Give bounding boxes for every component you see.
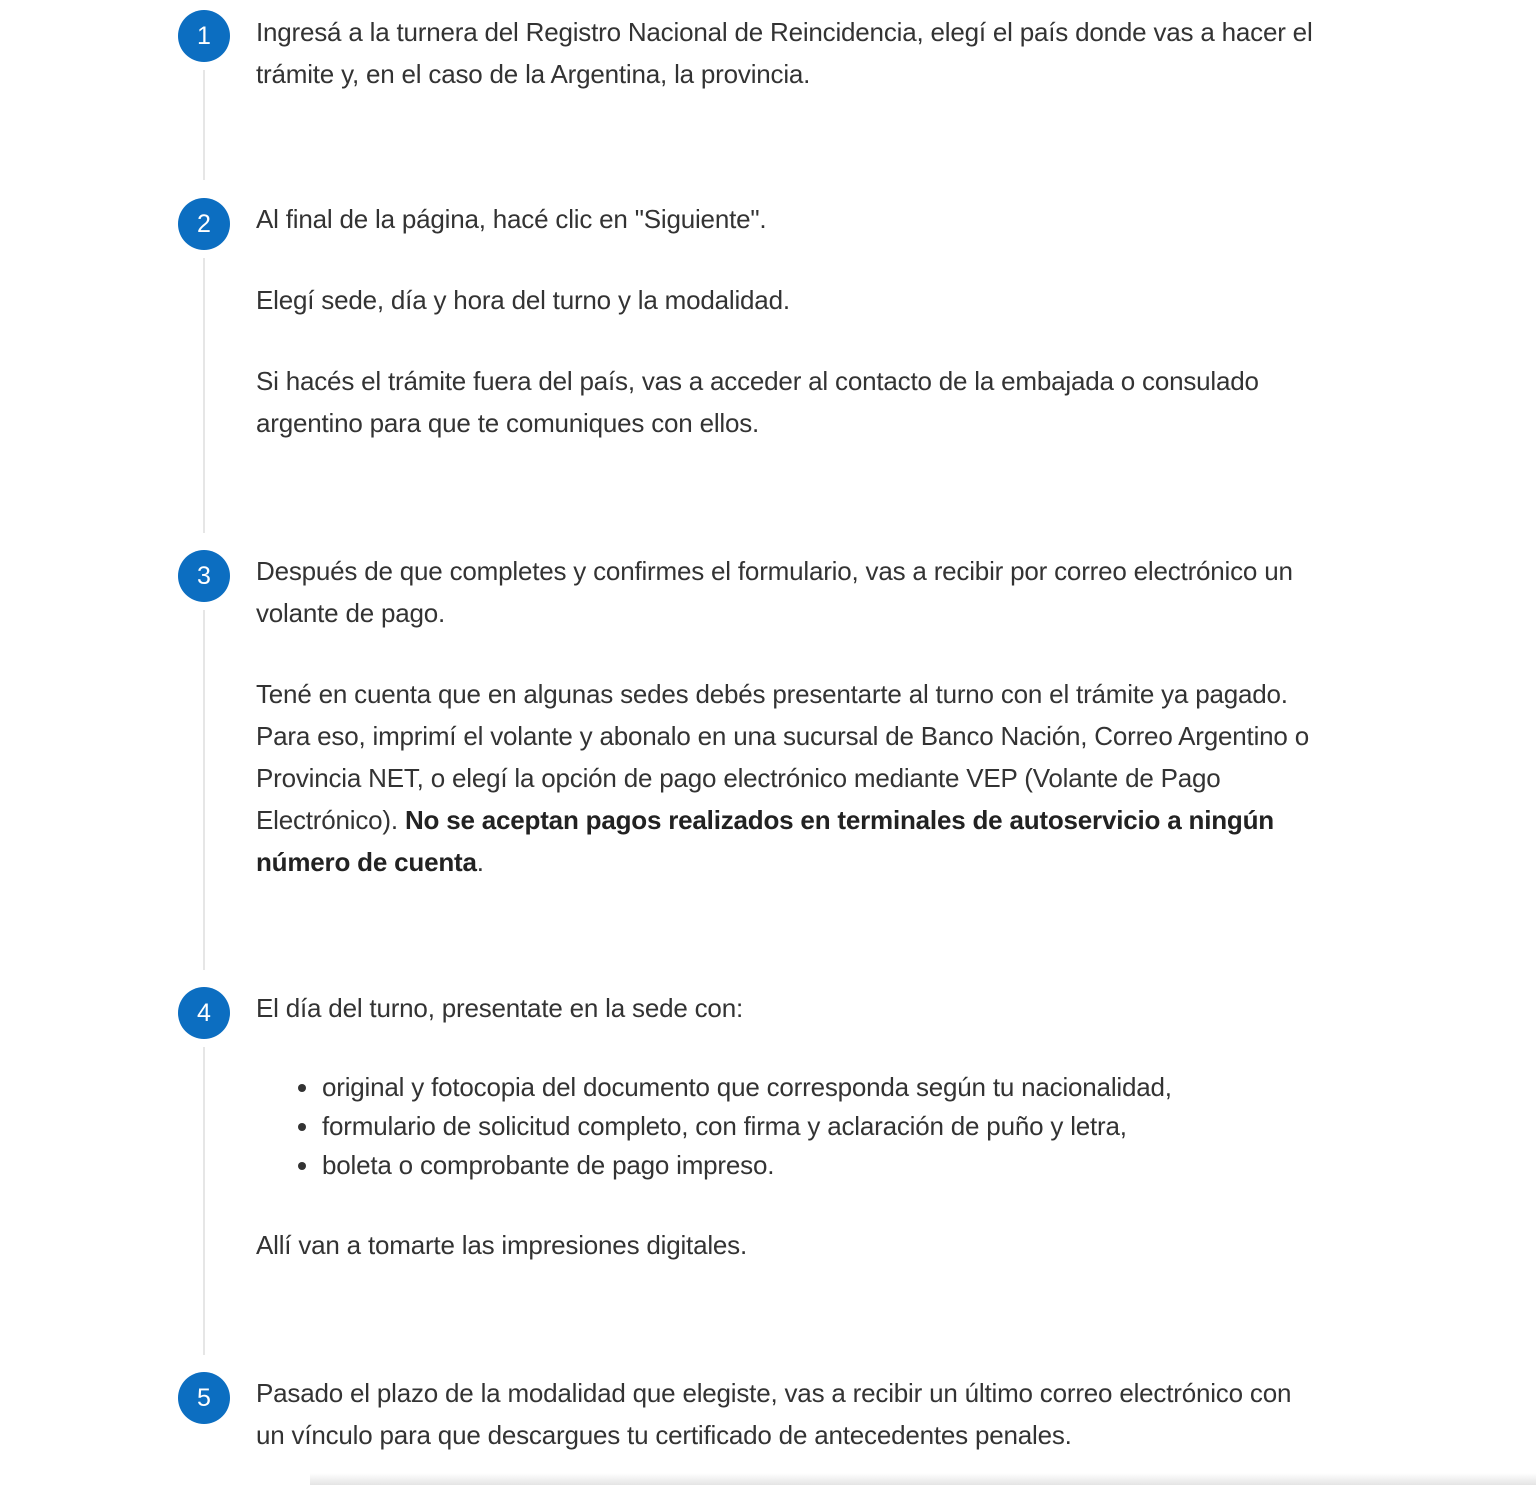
payment-warning: No se aceptan pagos realizados en terminales de autoservicio a ningún número de cuenta	[256, 805, 1274, 877]
step-paragraph: Después de que completes y confirmes el formulario, vas a recibir por correo electrónico un volante de pago.	[256, 556, 1293, 628]
step-content	[256, 987, 1316, 1266]
step-paragraph: Ingresá a la turnera del Registro Nacional de Reincidencia, elegí el país donde vas a hacer el trámite y, en el caso de la Argentina, la provincia.	[256, 17, 1313, 89]
step-paragraph: Elegí sede, día y hora del turno y la modalidad.	[256, 285, 790, 315]
requirements-list	[256, 1068, 1316, 1185]
step-number-badge: 2	[178, 198, 230, 250]
step-paragraph: Si hacés el trámite fuera del país, vas a acceder al contacto de la embajada o consulado argentino para que te comuniques con ellos.	[256, 366, 1259, 438]
step-content	[256, 198, 1316, 444]
step-connector-line	[203, 70, 205, 180]
step-connector-line	[203, 258, 205, 533]
payment-note-end: .	[476, 847, 484, 877]
step-content	[256, 1372, 1316, 1456]
step-paragraph: Allí van a tomarte las impresiones digitales.	[256, 1230, 748, 1260]
list-item: original y fotocopia del documento que corresponda según tu nacionalidad,	[322, 1068, 1316, 1107]
step-number-badge: 5	[178, 1372, 230, 1424]
list-item: boleta o comprobante de pago impreso.	[322, 1146, 1316, 1185]
step-connector-line	[203, 1047, 205, 1355]
step-content	[256, 550, 1316, 883]
step-connector-line	[203, 610, 205, 970]
payment-note-text: Tené en cuenta que en algunas sedes debés presentarte al turno con el trámite ya pagado. Para eso, imprimí el volante y abonalo en una sucursal de Banco Nación, Correo Argentino o Provincia NET, o elegí la opción de pago electrónico mediante VEP (Volante de Pago Electrónico).	[256, 679, 1309, 835]
step-content	[256, 11, 1316, 95]
payment-note	[256, 673, 1316, 883]
step-paragraph: Al final de la página, hacé clic en "Siguiente".	[256, 204, 767, 234]
step-paragraph: Pasado el plazo de la modalidad que elegiste, vas a recibir un último correo electrónico con un vínculo para que descargues tu certificado de antecedentes penales.	[256, 1378, 1292, 1450]
list-item: formulario de solicitud completo, con firma y aclaración de puño y letra,	[322, 1107, 1316, 1146]
step-number-badge: 4	[178, 987, 230, 1039]
bottom-shadow	[310, 1473, 1536, 1485]
step-paragraph: El día del turno, presentate en la sede con:	[256, 993, 743, 1023]
step-number-badge: 3	[178, 550, 230, 602]
step-number-badge: 1	[178, 10, 230, 62]
